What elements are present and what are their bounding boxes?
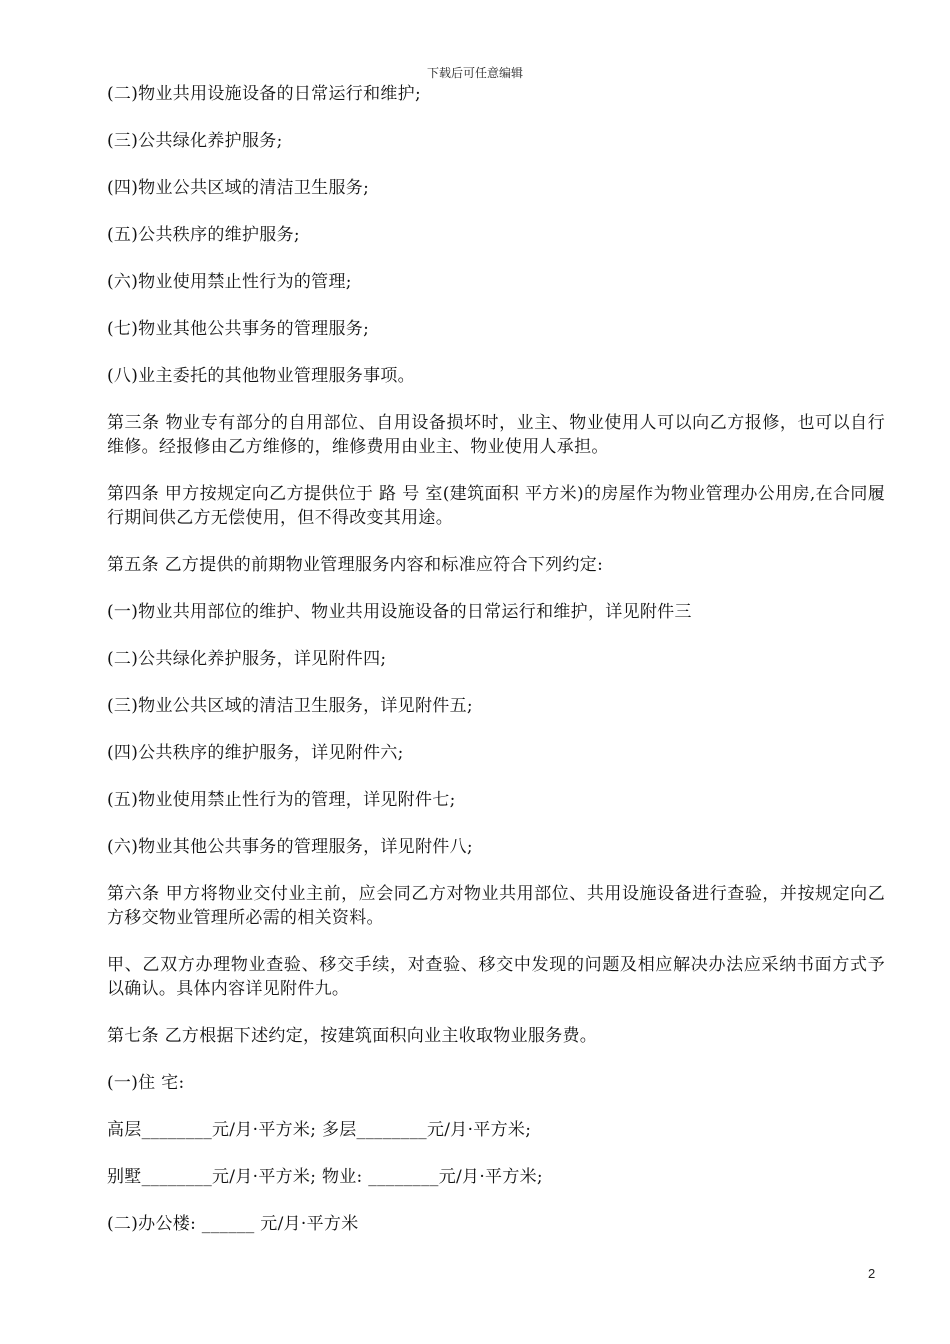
fee-highrise-multistory-line: 高层________元/月·平方米; 多层________元/月·平方米; [107, 1120, 532, 1140]
fee-office-line: (二)办公楼: ______ 元/月·平方米 [107, 1214, 359, 1234]
article-4-paragraph: 第四条 甲方按规定向乙方提供位于 路 号 室(建筑面积 平方米)的房屋作为物业管理办公用房,在合同履行期间供乙方无偿使用，但不得改变其用途。 [107, 484, 885, 528]
article-5-item-5: (五)物业使用禁止性行为的管理，详见附件七; [107, 790, 456, 810]
article-5-item-4: (四)公共秩序的维护服务，详见附件六; [107, 743, 404, 763]
header-note: 下载后可任意编辑 [426, 66, 523, 80]
item-8-other-services: (八)业主委托的其他物业管理服务事项。 [107, 366, 415, 386]
item-3-greening: (三)公共绿化养护服务; [107, 131, 283, 151]
article-5-item-6: (六)物业其他公共事务的管理服务，详见附件八; [107, 837, 473, 857]
article-5-item-2: (二)公共绿化养护服务，详见附件四; [107, 649, 387, 669]
item-5-public-order: (五)公共秩序的维护服务; [107, 225, 300, 245]
item-7-public-affairs: (七)物业其他公共事务的管理服务; [107, 319, 370, 339]
article-7-heading: 第七条 乙方根据下述约定，按建筑面积向业主收取物业服务费。 [107, 1026, 598, 1046]
item-2-facility-maintenance: (二)物业共用设施设备的日常运行和维护; [107, 84, 421, 104]
document-body [107, 82, 885, 1259]
item-6-prohibited-behavior: (六)物业使用禁止性行为的管理; [107, 272, 352, 292]
page-number: 2 [868, 1266, 876, 1281]
article-6-paragraph: 第六条 甲方将物业交付业主前，应会同乙方对物业共用部位、共用设施设备进行查验，并按规定向乙方移交物业管理所必需的相关资料。 [107, 884, 885, 928]
article-5-heading: 第五条 乙方提供的前期物业管理服务内容和标准应符合下列约定: [107, 555, 604, 575]
article-5-item-3: (三)物业公共区域的清洁卫生服务，详见附件五; [107, 696, 473, 716]
handover-confirmation-paragraph: 甲、乙双方办理物业查验、移交手续，对查验、移交中发现的问题及相应解决办法应采纳书面方式予以确认。具体内容详见附件九。 [107, 955, 885, 999]
fee-residential-heading: (一)住 宅: [107, 1073, 185, 1093]
item-4-cleaning: (四)物业公共区域的清洁卫生服务; [107, 178, 370, 198]
article-5-item-1: (一)物业共用部位的维护、物业共用设施设备的日常运行和维护，详见附件三 [107, 602, 692, 622]
article-3-paragraph: 第三条 物业专有部分的自用部位、自用设备损坏时，业主、物业使用人可以向乙方报修，也可以自行维修。经报修由乙方维修的，维修费用由业主、物业使用人承担。 [107, 413, 885, 457]
fee-villa-property-line: 别墅________元/月·平方米; 物业: ________元/月·平方米; [107, 1167, 543, 1187]
